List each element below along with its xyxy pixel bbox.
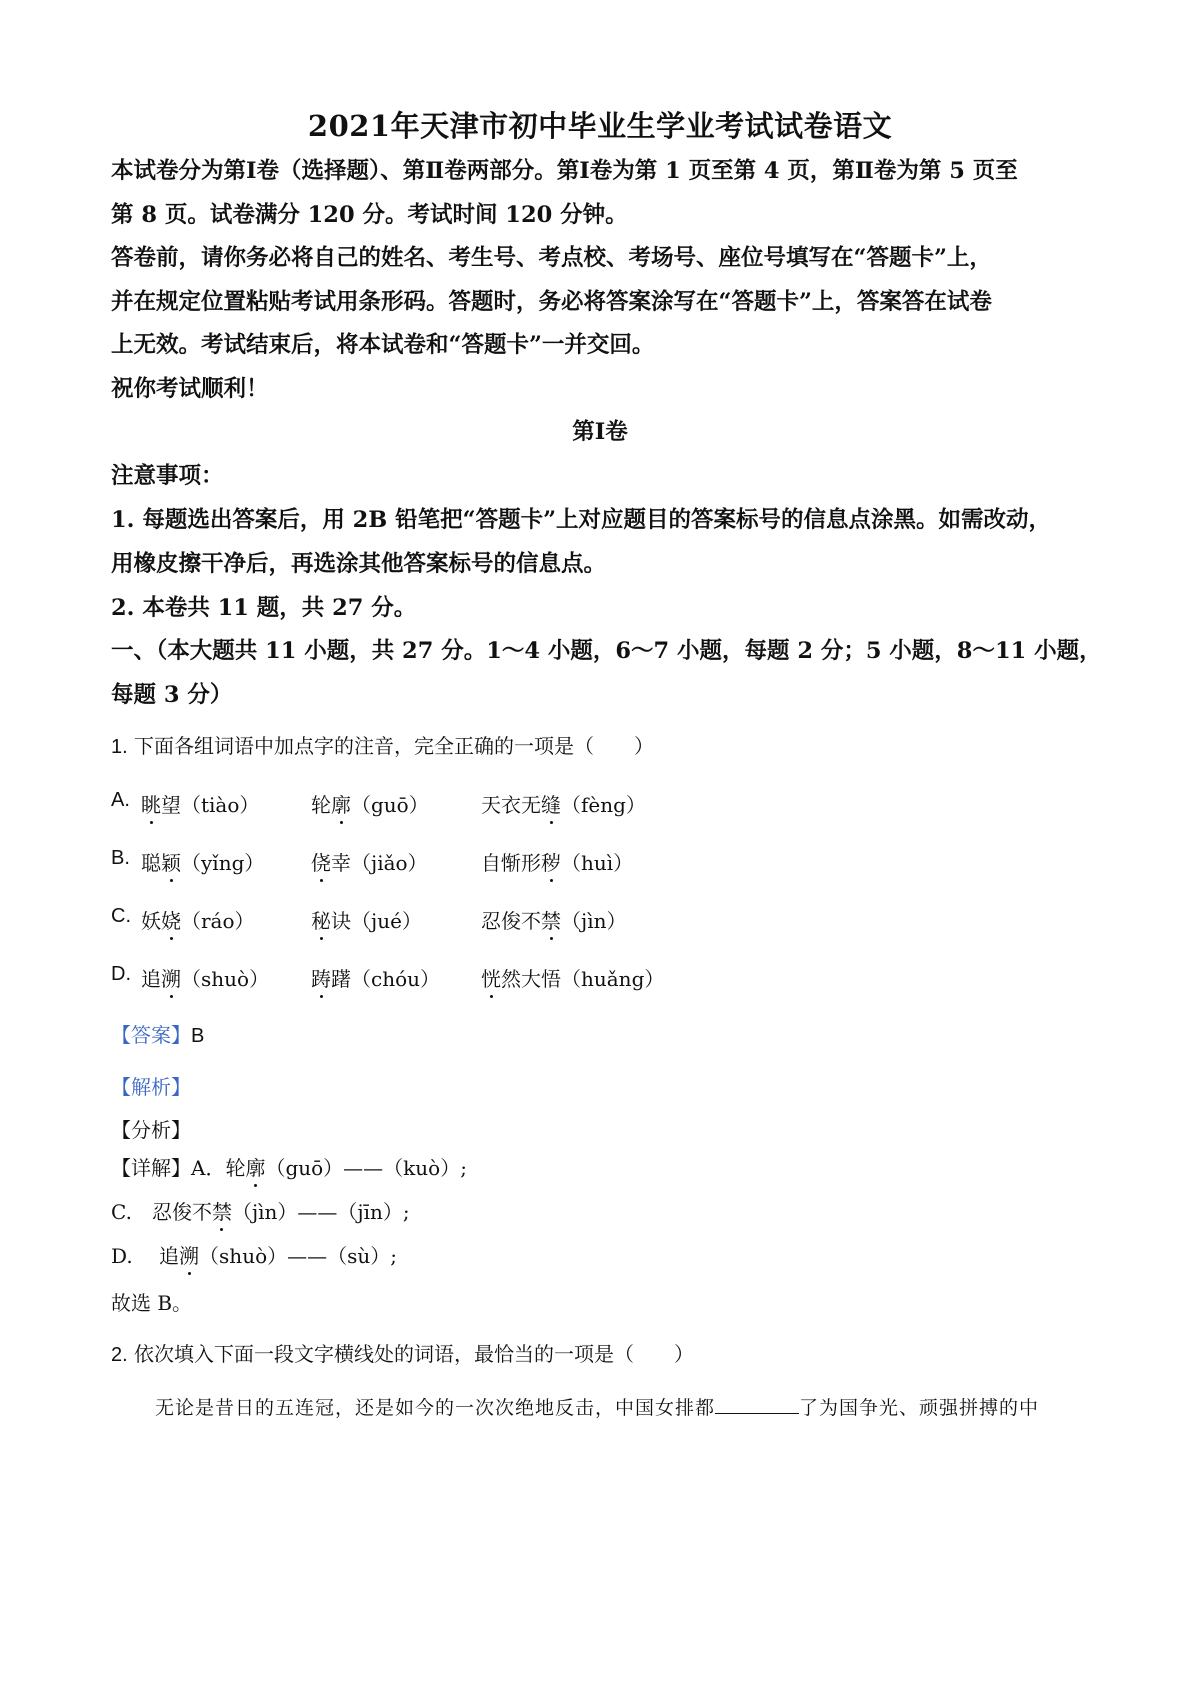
detail-text: （jìn）——（jīn）; [231, 1200, 410, 1224]
analysis-tag: 【解析】 [111, 1075, 191, 1099]
word-rest: （guō） [351, 793, 429, 817]
answer-value: B [191, 1025, 205, 1047]
word-rest: 轮 [311, 793, 331, 817]
dotted-char: 颖 [161, 847, 181, 876]
word-rest: （shuò） [181, 967, 270, 991]
word-rest: （yǐng） [181, 851, 265, 875]
word-rest: 聪 [141, 851, 161, 875]
detail-line-c [111, 1196, 410, 1225]
word-rest: 忍俊不 [481, 909, 541, 933]
passage-text: 了为国争光、顽强拼搏的中 [799, 1397, 1040, 1419]
word-rest: 躇（chóu） [331, 967, 441, 991]
dotted-char: 溯 [179, 1240, 199, 1269]
section-instruction-a: 一、（本大题共 11 小题，共 27 分。1～4 小题，6～7 小题，每题 2 分；5 小题，8～11 小题， [111, 638, 1102, 664]
option-word-3 [481, 963, 664, 992]
passage-line [155, 1393, 1039, 1420]
fill-blank [715, 1395, 799, 1414]
word-rest: 天衣无 [481, 793, 541, 817]
word-rest: （fèng） [561, 793, 646, 817]
dotted-char: 眺 [141, 789, 161, 818]
option-word-2 [311, 847, 428, 876]
option-word-1 [141, 847, 264, 876]
question-number: 1. [111, 736, 128, 758]
dotted-char: 缝 [541, 789, 561, 818]
option-word-2 [311, 963, 440, 992]
option-word-1 [141, 789, 259, 818]
section-instruction-b: 每题 3 分） [111, 682, 233, 708]
question-number: 2. [111, 1344, 128, 1366]
option-c [111, 905, 811, 935]
answer-line [111, 1019, 204, 1048]
dotted-char: 娆 [161, 905, 181, 934]
dotted-char: 廓 [245, 1152, 265, 1181]
intro-line-1: 本试卷分为第Ⅰ卷（选择题）、第Ⅱ卷两部分。第Ⅰ卷为第 1 页至第 4 页，第Ⅱ卷为第 5 页至 [111, 158, 1018, 184]
option-b [111, 847, 811, 877]
option-d [111, 963, 811, 993]
dotted-char: 踌 [311, 963, 331, 992]
intro-line-4: 并在规定位置粘贴考试用条形码。答题时，务必将答案涂写在“答题卡”上，答案答在试卷 [111, 289, 992, 315]
dotted-char: 廓 [331, 789, 351, 818]
option-letter: D. [111, 963, 131, 985]
detail-line-d [111, 1240, 397, 1269]
page-title: 2021年天津市初中毕业生学业考试试卷语文 [307, 109, 893, 143]
option-word-3 [481, 789, 646, 818]
option-word-3 [481, 847, 633, 876]
word-rest: （ráo） [181, 909, 255, 933]
dotted-char: 侥 [311, 847, 331, 876]
notice-item-1a: 1. 每题选出答案后，用 2B 铅笔把“答题卡”上对应题目的答案标号的信息点涂黑。如需改动， [111, 507, 1052, 533]
detail-text: （shuò）——（sù）; [199, 1244, 397, 1268]
dotted-char: 秽 [541, 847, 561, 876]
word-rest: （huì） [561, 851, 634, 875]
option-letter: C. [111, 905, 131, 927]
option-word-1 [141, 963, 269, 992]
option-letter: B. [111, 847, 130, 869]
question-text: 下面各组词语中加点字的注音，完全正确的一项是（ ） [134, 734, 655, 758]
analysis-subhead: 【分析】 [111, 1118, 191, 1142]
word-rest: 望（tiào） [161, 793, 260, 817]
part-heading: 第Ⅰ卷 [572, 419, 628, 445]
detail-text: D. 追 [111, 1244, 180, 1268]
detail-text: C. 忍俊不 [111, 1200, 212, 1224]
option-word-2 [311, 789, 429, 818]
intro-line-5: 上无效。考试结束后，将本试卷和“答题卡”一并交回。 [111, 332, 655, 358]
word-rest: 妖 [141, 909, 161, 933]
detail-text: 【详解】A．轮 [111, 1156, 246, 1180]
option-letter: A. [111, 789, 130, 811]
option-word-2 [311, 905, 422, 934]
detail-text: （guō）——（kuò）; [265, 1156, 467, 1180]
question-1-stem [111, 730, 654, 759]
passage-text: 无论是昔日的五连冠，还是如今的一次次绝地反击，中国女排都 [155, 1397, 716, 1419]
notice-label: 注意事项： [111, 463, 224, 489]
question-text: 依次填入下面一段文字横线处的词语，最恰当的一项是（ ） [134, 1342, 695, 1366]
notice-item-2: 2. 本卷共 11 题，共 27 分。 [111, 595, 417, 621]
dotted-char: 禁 [541, 905, 561, 934]
notice-item-1b: 用橡皮擦干净后，再选涂其他答案标号的信息点。 [111, 551, 607, 577]
word-rest: 自惭形 [481, 851, 541, 875]
option-word-3 [481, 905, 626, 934]
word-rest: 追 [141, 967, 161, 991]
answer-tag: 【答案】 [111, 1023, 191, 1047]
dotted-char: 恍 [481, 963, 501, 992]
option-word-1 [141, 905, 255, 934]
word-rest: 然大悟（huǎng） [501, 967, 665, 991]
question-2-stem [111, 1338, 694, 1367]
intro-line-2: 第 8 页。试卷满分 120 分。考试时间 120 分钟。 [111, 202, 628, 228]
dotted-char: 秘 [311, 905, 331, 934]
intro-line-6: 祝你考试顺利！ [111, 376, 269, 402]
intro-line-3: 答卷前，请你务必将自己的姓名、考生号、考点校、考场号、座位号填写在“答题卡”上， [111, 245, 992, 271]
conclusion: 故选 B。 [111, 1291, 193, 1315]
dotted-char: 禁 [212, 1196, 232, 1225]
word-rest: 幸（jiǎo） [331, 851, 428, 875]
detail-line-a [111, 1152, 467, 1181]
option-a [111, 789, 811, 819]
word-rest: （jìn） [561, 909, 627, 933]
dotted-char: 溯 [161, 963, 181, 992]
word-rest: 诀（jué） [331, 909, 422, 933]
